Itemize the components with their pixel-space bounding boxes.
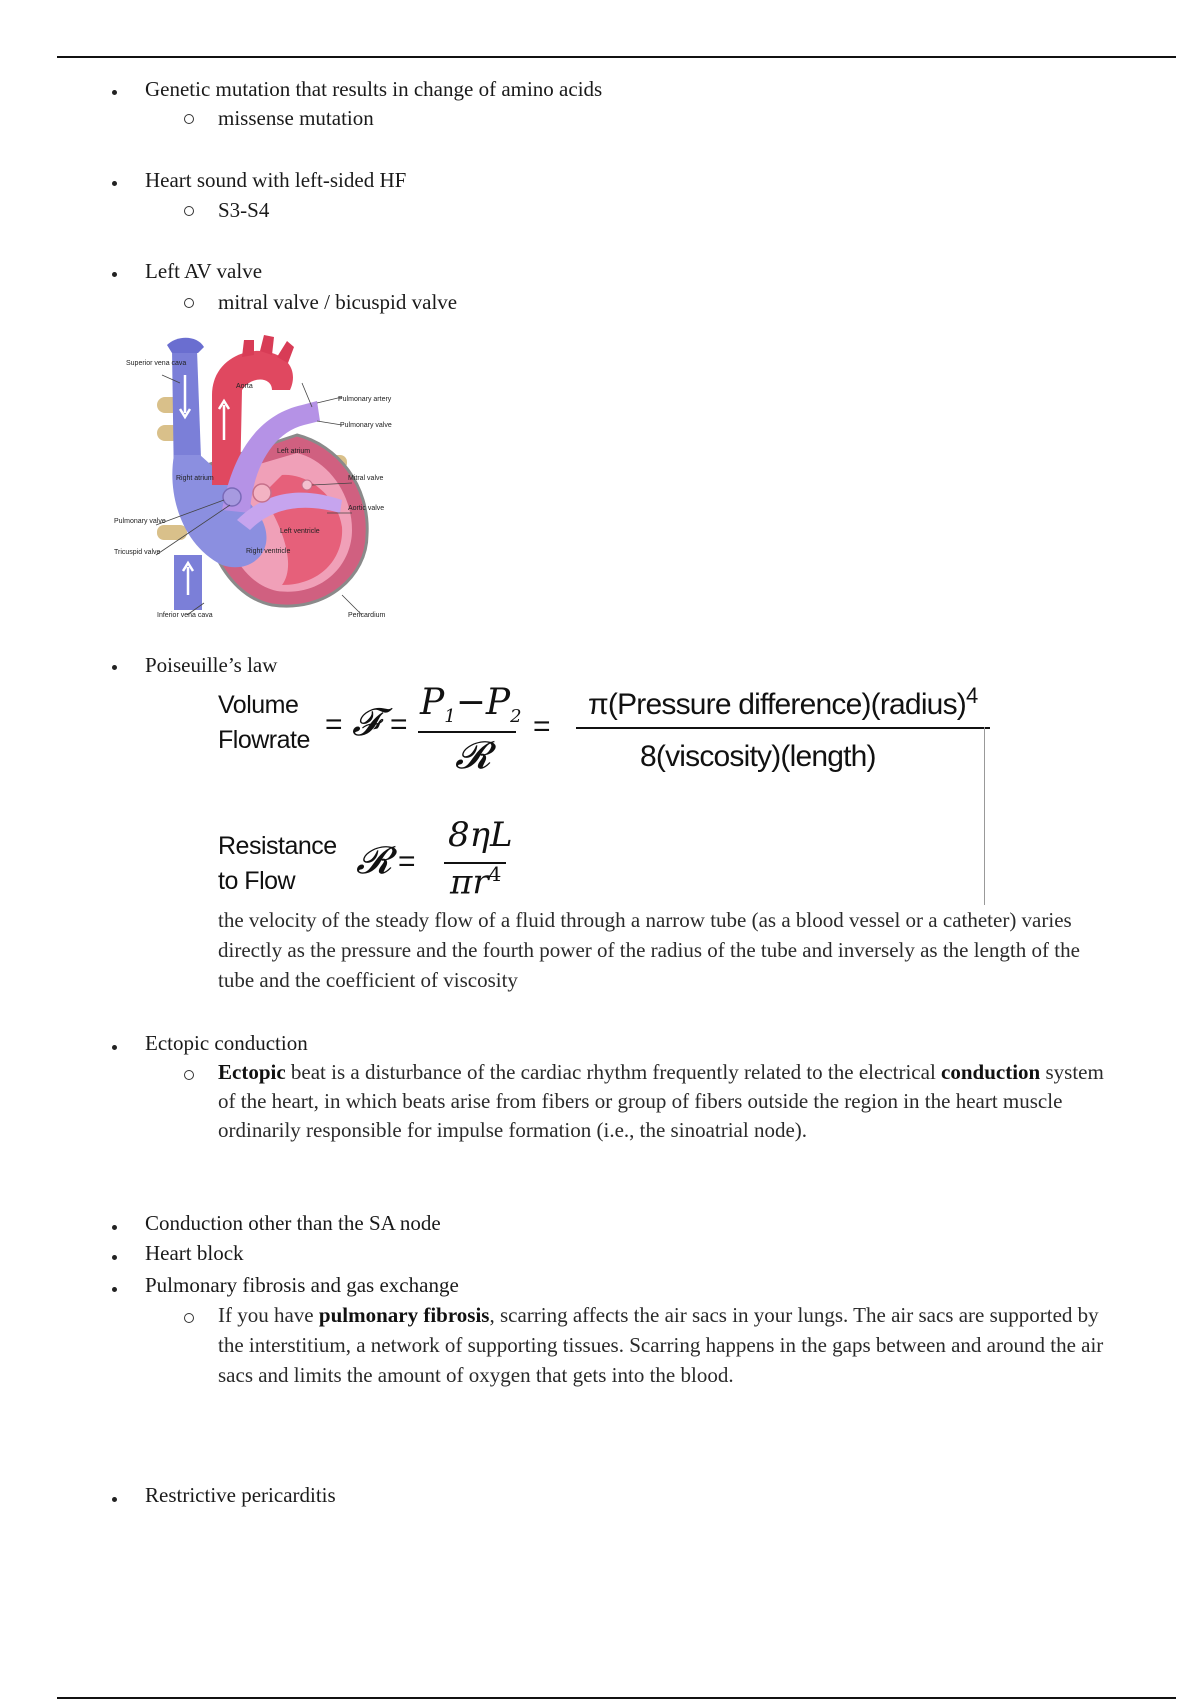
- fraction-bar: [576, 727, 990, 729]
- divider-line: [984, 727, 985, 905]
- label-pulmonary-artery: Pulmonary artery: [338, 396, 392, 403]
- sub-bullet: [184, 1313, 194, 1323]
- item-topic: Restrictive pericarditis: [145, 1483, 336, 1507]
- item-topic: Left AV valve: [145, 259, 263, 283]
- bullet: [112, 181, 117, 186]
- footer-rule: [57, 1697, 1176, 1699]
- label-left-ventricle: Left ventricle: [280, 528, 320, 535]
- bullet: [112, 665, 117, 670]
- label-right-atrium: Right atrium: [176, 475, 214, 482]
- resistance-denominator: $\pi r^4$: [450, 862, 502, 903]
- label-superior-vena-cava: Superior vena cava: [126, 360, 187, 367]
- numerator-text: π(Pressure difference)(radius)$^4$: [588, 683, 978, 721]
- bullet: [112, 1497, 117, 1502]
- sub-bullet: [184, 114, 194, 124]
- label-left-atrium: Left atrium: [277, 448, 311, 455]
- bullet: [112, 90, 117, 95]
- item-topic: Pulmonary fibrosis and gas exchange: [145, 1273, 459, 1297]
- label-aortic-valve: Aortic valve: [348, 505, 385, 512]
- label-right-ventricle: Right ventricle: [246, 548, 291, 555]
- label-pericardium: Pericardium: [348, 612, 386, 619]
- resistance-numerator: 8ηL: [448, 815, 513, 855]
- flow-symbol: 𝓕: [352, 700, 381, 744]
- volume-label: Volume: [218, 691, 299, 719]
- equals-sign: =: [390, 708, 408, 741]
- item-answer: mitral valve / bicuspid valve: [218, 290, 458, 314]
- label-aorta: Aorta: [236, 383, 253, 390]
- sub-bullet: [184, 298, 194, 308]
- label-mitral-valve: Mitral valve: [348, 475, 384, 482]
- item-topic: Poiseuille’s law: [145, 653, 278, 677]
- pressure-difference: $P_1-P_2$: [420, 682, 522, 728]
- label-pulmonary-valve-left: Pulmonary valve: [114, 518, 166, 525]
- resistance-symbol: 𝓡: [356, 838, 392, 882]
- denominator-text: 8(viscosity)(length): [640, 740, 876, 773]
- bullet: [112, 1045, 117, 1050]
- sub-bullet: [184, 1070, 194, 1080]
- equals-sign: =: [398, 845, 416, 878]
- poiseuille-definition: the velocity of the steady flow of a fluid through a narrow tube (as a blood vessel or a catheter) varies directly as the pressure and the fourth power of the radius of the tube and inversely as the length of the tube and the coefficient of viscosity: [218, 908, 1080, 992]
- item-answer: missense mutation: [218, 106, 374, 130]
- item-topic: Ectopic conduction: [145, 1031, 308, 1055]
- ectopic-definition: Ectopic beat is a disturbance of the cardiac rhythm frequently related to the electrical conduction system of the heart, in which beats arise from fibers or group of fibers outside the region in the heart muscle ordinarily responsible for impulse formation (i.e., the sinoatrial node).: [218, 1060, 1104, 1142]
- fibrosis-definition: If you have pulmonary fibrosis, scarring affects the air sacs in your lungs. The air sacs are supported by the interstitium, a network of supporting tissues. Scarring happens in the gaps between and around the air sacs and limits the amount of oxygen that gets into the blood.: [218, 1303, 1104, 1387]
- sub-bullet: [184, 206, 194, 216]
- resistance-symbol: 𝓡: [455, 733, 491, 777]
- item-topic: Heart sound with left-sided HF: [145, 168, 407, 192]
- bullet: [112, 272, 117, 277]
- flowrate-label: Flowrate: [218, 726, 310, 754]
- item-topic: Genetic mutation that results in change of amino acids: [145, 77, 603, 101]
- equals-sign: =: [533, 710, 551, 743]
- equals-sign: =: [325, 708, 343, 741]
- resistance-label: Resistance: [218, 832, 337, 860]
- bullet: [112, 1225, 117, 1230]
- label-pulmonary-valve: Pulmonary valve: [340, 422, 392, 429]
- item-topic: Conduction other than the SA node: [145, 1211, 441, 1235]
- item-topic: Heart block: [145, 1241, 244, 1265]
- header-rule: [57, 56, 1176, 58]
- bullet: [112, 1255, 117, 1260]
- label-inferior-vena-cava: Inferior vena cava: [157, 612, 213, 619]
- label-tricuspid-valve: Tricuspid valve: [114, 549, 161, 556]
- bullet: [112, 1287, 117, 1292]
- item-answer: S3-S4: [218, 198, 270, 222]
- to-flow-label: to Flow: [218, 867, 296, 895]
- heart-diagram: [112, 335, 412, 625]
